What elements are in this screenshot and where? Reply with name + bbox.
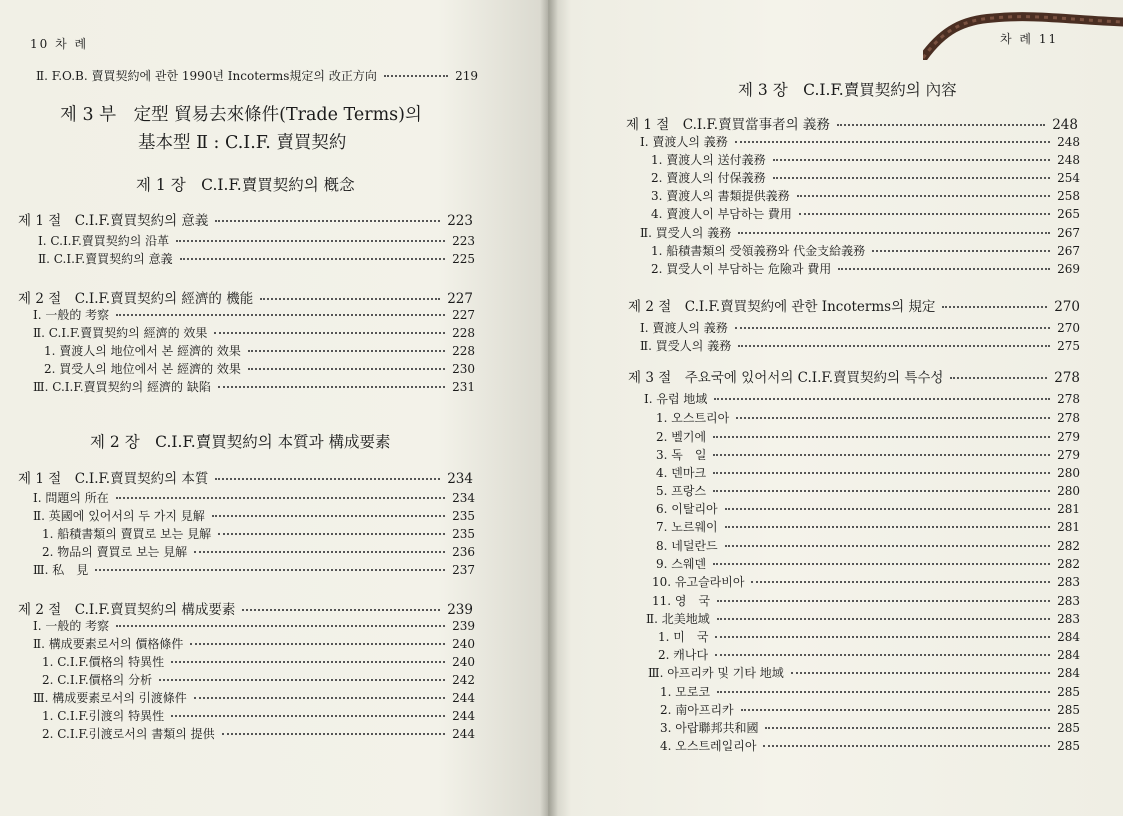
toc-section[interactable]: 제 1 절 C.I.F.賣買契約의 本質 234 <box>18 471 473 487</box>
toc-entry[interactable]: Ⅱ. 構成要素로서의 價格條件 240 <box>33 637 475 651</box>
toc-entry[interactable]: 7. 노르웨이 281 <box>656 520 1080 534</box>
page-header-left: 10 차 례 <box>30 37 89 51</box>
toc-entry[interactable]: 1. C.I.F.引渡의 特異性 244 <box>42 709 475 723</box>
toc-entry[interactable]: 11. 영 국 283 <box>652 594 1080 608</box>
toc-entry[interactable]: 2. 買受人이 부담하는 危險과 費用 269 <box>651 262 1080 276</box>
toc-entry[interactable]: 10. 유고슬라비아 283 <box>652 575 1080 589</box>
toc-entry[interactable]: 1. C.I.F.價格의 特異性 240 <box>42 655 475 669</box>
toc-entry[interactable]: Ⅱ. 北美地域 283 <box>646 612 1080 626</box>
toc-entry[interactable]: Ⅱ. F.O.B. 賣買契約에 관한 1990년 Incoterms規定의 改正方向 219 <box>36 69 478 83</box>
toc-entry[interactable]: 2. 買受人의 地位에서 본 經濟的 效果 230 <box>44 362 475 376</box>
toc-entry[interactable]: 8. 네덜란드 282 <box>656 539 1080 553</box>
toc-entry[interactable]: 1. 오스트리아 278 <box>656 411 1080 425</box>
toc-entry[interactable]: 2. 物品의 賣買로 보는 見解 236 <box>42 545 475 559</box>
toc-entry[interactable]: 2. 캐나다 284 <box>658 648 1080 662</box>
toc-section[interactable]: 제 2 절 C.I.F.賣買契約의 構成要素 239 <box>18 602 473 618</box>
chapter-title-3: 제 3 장 C.I.F.賣買契約의 內容 <box>738 81 957 99</box>
toc-entry[interactable]: 3. 독 일 279 <box>656 448 1080 462</box>
toc-entry[interactable]: 3. 아랍聯邦共和國 285 <box>660 721 1080 735</box>
toc-entry[interactable]: Ⅱ. 買受人의 義務 275 <box>640 339 1080 353</box>
toc-entry[interactable]: 1. 賣渡人의 送付義務 248 <box>651 153 1080 167</box>
toc-section[interactable]: 제 3 절 주요국에 있어서의 C.I.F.賣買契約의 특수성 278 <box>628 370 1080 386</box>
toc-entry[interactable]: 4. 오스트레일리아 285 <box>660 739 1080 753</box>
toc-entry[interactable]: 1. 船積書類의 受領義務와 代金支給義務 267 <box>651 244 1080 258</box>
toc-section[interactable]: 제 2 절 C.I.F.賣買契約에 관한 Incoterms의 規定 270 <box>628 299 1080 315</box>
part-title-line1: 제 3 부 定型 貿易去來條件(Trade Terms)의 <box>60 105 422 125</box>
toc-entry[interactable]: 2. C.I.F.引渡로서의 書類의 提供 244 <box>42 727 475 741</box>
toc-entry[interactable]: 4. 賣渡人이 부담하는 費用 265 <box>651 207 1080 221</box>
left-page <box>0 0 548 816</box>
toc-entry[interactable]: 3. 賣渡人의 書類提供義務 258 <box>651 189 1080 203</box>
toc-entry[interactable]: 2. 벨기에 279 <box>656 430 1080 444</box>
toc-entry[interactable]: 1. 船積書類의 賣買로 보는 見解 235 <box>42 527 475 541</box>
toc-entry[interactable]: Ⅰ. 賣渡人의 義務 248 <box>640 135 1080 149</box>
toc-entry[interactable]: 6. 이탈리아 281 <box>656 502 1080 516</box>
toc-entry[interactable]: 1. 미 국 284 <box>658 630 1080 644</box>
toc-entry[interactable]: Ⅱ. 買受人의 義務 267 <box>640 226 1080 240</box>
toc-entry[interactable]: 1. 賣渡人의 地位에서 본 經濟的 效果 228 <box>44 344 475 358</box>
book-spine-shadow <box>540 0 558 816</box>
toc-entry[interactable]: Ⅱ. C.I.F.賣買契約의 經濟的 效果 228 <box>33 326 475 340</box>
toc-entry[interactable]: Ⅰ. 賣渡人의 義務 270 <box>640 321 1080 335</box>
toc-entry[interactable]: 9. 스웨덴 282 <box>656 557 1080 571</box>
toc-entry[interactable]: 5. 프랑스 280 <box>656 484 1080 498</box>
toc-section[interactable]: 제 1 절 C.I.F.賣買當事者의 義務 248 <box>626 117 1078 133</box>
page-header-right: 차 례 11 <box>1000 32 1059 46</box>
toc-entry[interactable]: 1. 모로코 285 <box>660 685 1080 699</box>
toc-section[interactable]: 제 1 절 C.I.F.賣買契約의 意義 223 <box>18 213 473 229</box>
chapter-title-2: 제 2 장 C.I.F.賣買契約의 本質과 構成要素 <box>90 433 391 451</box>
toc-entry[interactable]: Ⅲ. 構成要素로서의 引渡條件 244 <box>33 691 475 705</box>
toc-entry[interactable]: Ⅰ. 一般的 考察 239 <box>33 619 475 633</box>
part-title-line2: 基本型 Ⅱ : C.I.F. 賣買契約 <box>138 133 347 153</box>
toc-entry[interactable]: Ⅰ. 유럽 地域 278 <box>644 392 1080 406</box>
chapter-title-1: 제 1 장 C.I.F.賣買契約의 槪念 <box>136 176 355 194</box>
toc-entry[interactable]: Ⅲ. 私 見 237 <box>33 563 475 577</box>
toc-entry[interactable]: 2. 南아프리카 285 <box>660 703 1080 717</box>
toc-entry[interactable]: Ⅰ. 一般的 考察 227 <box>33 308 475 322</box>
toc-entry[interactable]: Ⅰ. C.I.F.賣買契約의 沿革 223 <box>38 234 475 248</box>
toc-entry[interactable]: 2. C.I.F.價格의 分析 242 <box>42 673 475 687</box>
toc-section[interactable]: 제 2 절 C.I.F.賣買契約의 經濟的 機能 227 <box>18 291 473 307</box>
toc-entry[interactable]: Ⅱ. C.I.F.賣買契約의 意義 225 <box>38 252 475 266</box>
toc-entry[interactable]: 4. 덴마크 280 <box>656 466 1080 480</box>
right-page <box>548 0 1123 816</box>
toc-entry[interactable]: Ⅲ. 아프리카 및 기타 地域 284 <box>648 666 1080 680</box>
toc-entry[interactable]: Ⅲ. C.I.F.賣買契約의 經濟的 缺陷 231 <box>33 380 475 394</box>
toc-entry[interactable]: Ⅱ. 英國에 있어서의 두 가지 見解 235 <box>33 509 475 523</box>
toc-entry[interactable]: Ⅰ. 問題의 所在 234 <box>33 491 475 505</box>
toc-entry[interactable]: 2. 賣渡人의 付保義務 254 <box>651 171 1080 185</box>
